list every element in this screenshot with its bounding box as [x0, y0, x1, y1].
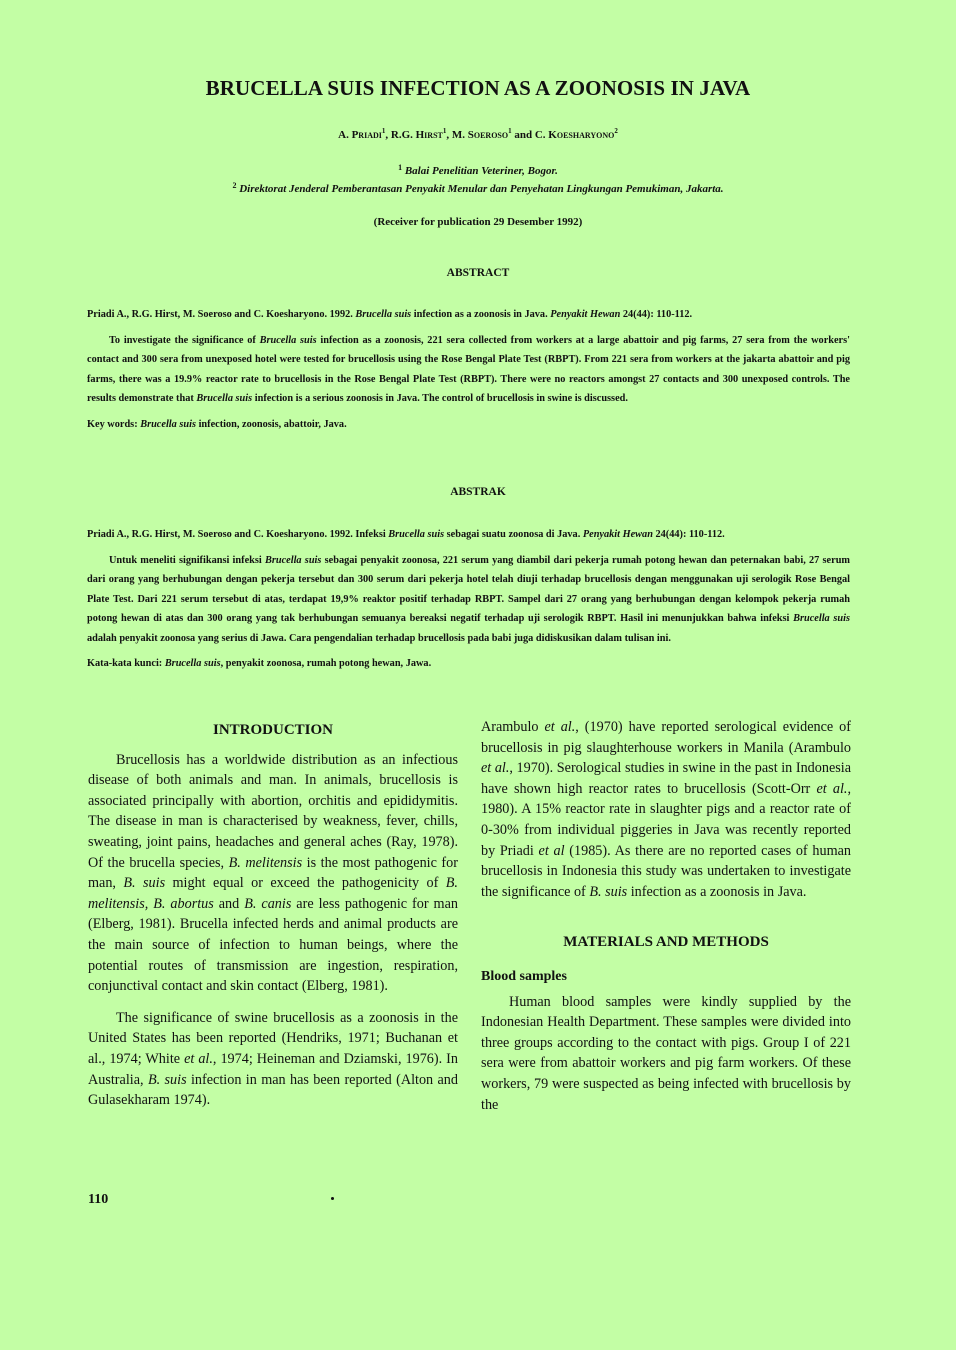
author: C. Koesharyono — [534, 129, 615, 141]
author: R.G. Hirst — [390, 129, 443, 141]
introduction-paragraph — [88, 1008, 458, 1111]
author: M. Soeroso — [451, 129, 509, 141]
affiliation — [0, 181, 956, 195]
affiliation-text: Balai Penelitian Veteriner, Bogor. — [404, 165, 558, 177]
text-run: and — [213, 895, 245, 912]
italic-term: B. melitensis, B. abortus — [88, 875, 458, 912]
page-number: 110 — [88, 1192, 109, 1207]
italic-term: et al. — [481, 760, 510, 777]
introduction-paragraph — [481, 717, 851, 902]
methods-paragraph: Human blood samples were kindly supplied by the Indonesian Health Department. These samples were divided into three groups according to the contact with pigs. Group I of 221 sera were from abattoir workers and pig farm workers. Of these workers, 79 were suspected as being infected with brucellosis by the — [481, 993, 851, 1113]
abstrak-citation: Priadi A., R.G. Hirst, M. Soeroso and C. Koesharyono. 1992. Infeksi Brucella suis sebagai suatu zoonosa di Java. Penyakit Hewan 24(44): 110-112. — [87, 529, 725, 540]
italic-term: B. suis — [589, 883, 628, 900]
paper-title: BRUCELLA SUIS INFECTION AS A ZOONOSIS IN JAVA — [205, 76, 751, 100]
text-run: , 1970). Serological studies in swine in the past in Indonesia have shown high reactor rates to brucellosis (Scott-Orr — [481, 760, 851, 797]
abstrak — [87, 525, 850, 674]
italic-term: B. suis — [147, 1071, 187, 1088]
text-run: , (1970) have reported serological evidence of brucellosis in pig slaughterhouse workers in Manila (Arambulo — [481, 719, 851, 756]
text-run: , 1980). A 15% reactor rate in slaughter pigs and a reactor rate of 0-30% from individual piggeries in Java was recently reported by Priadi — [481, 780, 851, 859]
methods-heading: MATERIALS AND METHODS — [563, 934, 769, 951]
affiliation-marker: 1 — [508, 127, 512, 135]
separator: , — [385, 129, 391, 141]
italic-term: et al. — [816, 780, 848, 797]
introduction-heading: INTRODUCTION — [212, 722, 333, 738]
abstract — [87, 305, 850, 434]
abstract-keywords: Key words: Brucella suis infection, zoonosis, abattoir, Java. — [87, 418, 347, 430]
affiliation-marker: 2 — [614, 127, 618, 135]
abstract-heading: ABSTRACT — [446, 267, 510, 279]
affiliation-number: 2 — [232, 181, 237, 190]
abstract-body: To investigate the significance of Brucella suis infection as a zoonosis, 221 sera collected from workers at a large abattoir and pig farms, 27 sera from the workers' contact and 300 sera from unexposed hotel were tested for brucellosis using the Rose Bengal Plate Test (RBPT). From 221 sera from workers at the jakarta abattoir and pig farms, there was a 19.9% reactor rate to brucellosis in the Rose Bengal Plate Test (RBPT). There were no reactors amongst 27 contacts and 300 unexposed controls. The results demonstrate that Brucella suis infection is a serious zoonosis in Java. The control of brucellosis in swine is discussed. — [87, 334, 850, 404]
separator: and — [511, 129, 535, 141]
italic-term: et al. — [184, 1050, 213, 1067]
separator: , — [446, 129, 452, 141]
affiliation-text: Direktorat Jenderal Pemberantasan Penyakit Menular dan Penyehatan Lingkungan Pemukiman, Jakarta. — [239, 183, 724, 195]
blood-samples-subheading: Blood samples — [481, 968, 567, 984]
affiliation — [0, 163, 956, 177]
affiliation-marker: 1 — [381, 127, 386, 135]
text-run: infection as a zoonosis in Java. — [627, 883, 807, 900]
received-date: (Receiver for publication 29 Desember 1992) — [373, 216, 583, 228]
scan-speck — [331, 1197, 334, 1200]
author-list — [0, 127, 956, 141]
abstrak-keywords: Kata-kata kunci: Brucella suis, penyakit zoonosa, rumah potong hewan, Jawa. — [87, 658, 432, 669]
text-run: is the most pathogenic for man, — [88, 854, 458, 892]
affiliation-marker: 1 — [442, 127, 447, 135]
left-column — [88, 720, 458, 1111]
text-run: (1985). As there are no reported cases of human brucellosis in Indonesia this study was undertaken to investigate the significance of — [481, 842, 851, 900]
text-run: Brucellosis has a worldwide distribution as an infectious disease of both animals and man. In animals, brucellosis is associated principally with abortion, orchitis and epididymitis. The disease in man is characterised by weakness, fever, chills, sweating, joint pains, headaches and general aches (Ray, 1978). Of the brucella species, — [88, 751, 458, 871]
text-run: are less pathogenic for man (Elberg, 1981). Brucella infected herds and animal products are the main source of infection to human beings, where the potential routes of transmission are ingestion, respiration, conjunctival contact and skin contact (Elberg, 1981). — [88, 895, 458, 995]
affiliation-number: 1 — [398, 163, 403, 172]
text-run: might equal or exceed the pathogenicity of — [165, 875, 446, 892]
abstract-citation: Priadi A., R.G. Hirst, M. Soeroso and C. Koesharyono. 1992. Brucella suis infection as a zoonosis in Java. Penyakit Hewan 24(44): 110-112. — [87, 309, 693, 320]
italic-term: B. suis — [123, 875, 166, 892]
italic-term: et al. — [544, 719, 576, 735]
abstrak-heading: ABSTRAK — [450, 486, 506, 498]
text-run: , 1974; Heineman and Dziamski, 1976). In Australia, — [88, 1050, 458, 1088]
right-column — [481, 717, 851, 1115]
introduction-paragraph — [88, 750, 458, 997]
italic-term: et al — [538, 842, 565, 859]
italic-term: B. melitensis — [228, 854, 303, 871]
author: A. Priadi — [338, 129, 382, 141]
text-run: The significance of swine brucellosis as a zoonosis in the United States has been reported (Hendriks, 1971; Buchanan et al., 1974; White — [88, 1009, 458, 1067]
text-run: Arambulo — [481, 719, 545, 735]
text-run: infection in man has been reported (Alton and Gulasekharam 1974). — [88, 1071, 458, 1109]
italic-term: B. canis — [244, 895, 292, 912]
abstrak-body: Untuk meneliti signifikansi infeksi Brucella suis sebagai penyakit zoonosa, 221 serum yang diambil dari pekerja rumah potong hewan dan peternakan babi, 27 serum dari orang yang berhubungan dengan pekerja tersebut dan 300 serum dari pekerja hotel telah diuji terhadap brucellosis dengan menggunakan uji serologik Rose Bengal Plate Test. Dari 221 serum tersebut di atas, terdapat 19,9% reaktor positif terhadap RBPT. Sampel dari 27 orang yang berhubungan dengan kelompok pekerja rumah potong hewan di atas dan 300 orang yang tak berhubungan semuanya bereaksi negatif terhadap uji serologik RBPT. Hasil ini menunjukkan bahwa infeksi Brucella suis adalah penyakit zoonosa yang serius di Jawa. Cara pengendalian terhadap brucellosis pada babi juga didiskusikan dalam tulisan ini. — [87, 554, 851, 644]
